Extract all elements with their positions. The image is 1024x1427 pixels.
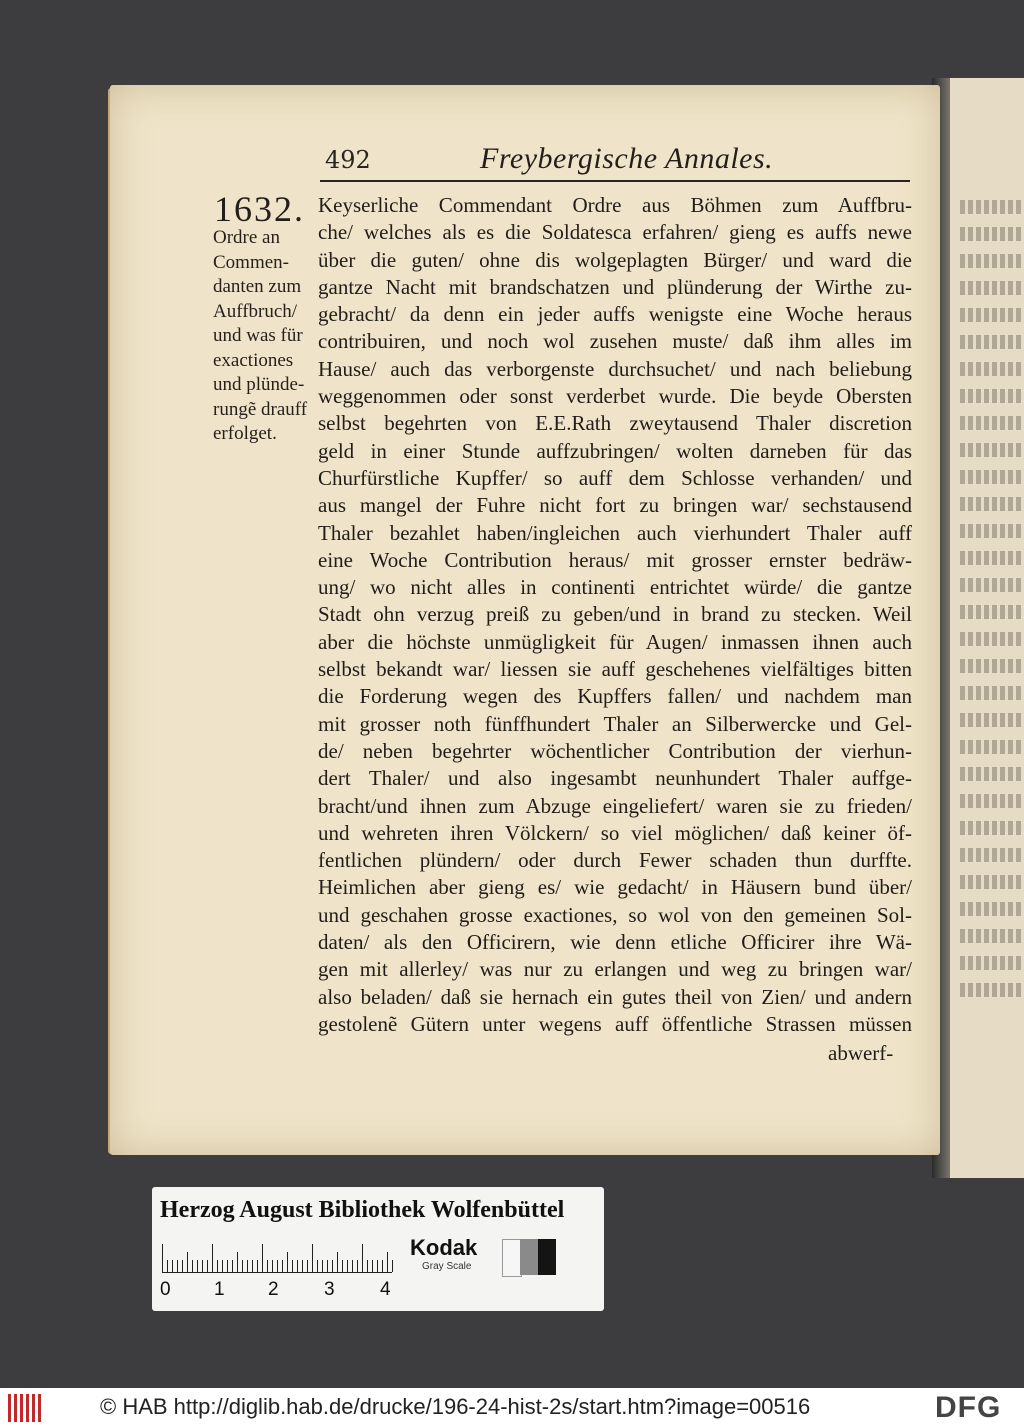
ruler-tick (167, 1260, 168, 1272)
ruler-tick (197, 1260, 198, 1272)
ruler-tick (322, 1260, 323, 1272)
facing-text-line (960, 713, 1024, 727)
facing-text-line (960, 335, 1024, 349)
text-line: gestolenẽ Gütern unter wegens auff öffentliche Strassen müssen (318, 1011, 912, 1036)
color-card (152, 1187, 604, 1311)
ruler-tick (207, 1260, 208, 1272)
margin-note-line: rungẽ drauff (213, 398, 308, 420)
facing-text-line (960, 686, 1024, 700)
dfg-logo: DFG (935, 1391, 1002, 1424)
ruler-number: 0 (160, 1279, 171, 1300)
facing-text-line (960, 875, 1024, 889)
text-line: und wehreten ihren Völckern/ so viel möglichen/ daß keiner öf- (318, 820, 912, 845)
ruler-tick (202, 1260, 203, 1272)
facing-text-line (960, 281, 1024, 295)
facing-text-line (960, 578, 1024, 592)
facing-text-line (960, 632, 1024, 646)
copyright-link[interactable]: © HAB http://diglib.hab.de/drucke/196-24-hist-2s/start.htm?image=00516 (100, 1394, 811, 1419)
ruler-tick (312, 1244, 313, 1272)
ruler-tick (387, 1252, 388, 1272)
text-line: dert Thaler/ und also ingesambt neunhundert Thaler auffge- (318, 766, 912, 791)
ruler-tick (367, 1260, 368, 1272)
margin-note-line: und plünde- (213, 374, 305, 395)
ruler-tick (162, 1244, 163, 1272)
page-number: 492 (325, 146, 371, 174)
ruler-tick (352, 1260, 353, 1272)
margin-note-line: und was für (213, 325, 303, 346)
margin-note (213, 226, 325, 447)
ruler-tick (232, 1260, 233, 1272)
ruler-tick (257, 1260, 258, 1272)
ruler-tick (172, 1260, 173, 1272)
page-header (320, 140, 910, 182)
text-line: mit grosser noth fünffhundert Thaler an Silberwercke und Gel- (318, 711, 912, 736)
ruler-tick (362, 1244, 363, 1272)
ruler-tick (357, 1260, 358, 1272)
text-line: contribuiren, und noch wol zusehen muste/ daß ihm alles im (318, 329, 912, 354)
ruler-tick (347, 1260, 348, 1272)
margin-note-line: Ordre an (213, 227, 280, 248)
text-line: und geschahen grosse exactiones, so wol von den gemeinen Sol- (318, 902, 912, 927)
text-line: fentlichen plündern/ oder durch Fewer schaden thun durffte. (318, 848, 912, 873)
footer-bar (0, 1388, 1024, 1427)
text-line: die Forderung wegen des Kupffers fallen/ und nachdem man (318, 684, 912, 709)
ruler-tick (382, 1260, 383, 1272)
text-line: Churfürstliche Kupffer/ so auff dem Schlosse verhanden/ und (318, 465, 912, 490)
margin-note-line: exactiones (213, 349, 294, 371)
text-line: Stadt ohn verzug preiß zu geben/und in brand zu stecken. Weil (318, 602, 912, 627)
margin-note-line: Auffbruch/ (213, 300, 298, 322)
text-line: gantze Nacht mit brandschatzen und plünderung der Wirthe zu- (318, 274, 912, 299)
text-line: bracht/und ihnen zum Abzuge eingeliefert/ waren sie zu frieden/ (318, 793, 912, 818)
ruler-tick (182, 1260, 183, 1272)
margin-note-line: Commen- (213, 251, 289, 273)
text-line: aus mangel der Fuhre nicht fort zu bringen war/ sechstausend (318, 493, 912, 518)
facing-text-line (960, 227, 1024, 241)
running-title: Freybergische Annales. (480, 142, 774, 175)
gray-swatch-mid (520, 1239, 538, 1275)
text-line: über die guten/ ohne dis wolgeplagten Bürger/ und ward die (318, 247, 912, 272)
facing-text-line (960, 983, 1024, 997)
ruler-tick (342, 1260, 343, 1272)
ruler-tick (297, 1260, 298, 1272)
facing-text-line (960, 200, 1024, 214)
ruler-tick (177, 1260, 178, 1272)
facing-text-line (960, 443, 1024, 457)
text-line: che/ welches als es die Soldatesca erfahren/ gieng es auffs newe (318, 220, 912, 245)
ruler-tick (372, 1260, 373, 1272)
gray-swatch-white (502, 1239, 522, 1277)
facing-text-line (960, 524, 1024, 538)
facing-text-line (960, 740, 1024, 754)
ruler-tick (222, 1260, 223, 1272)
ruler-tick (227, 1260, 228, 1272)
ruler-tick (307, 1260, 308, 1272)
text-line: eine Woche Contribution heraus/ mit grosser ernster bedräw- (318, 547, 912, 572)
ruler-tick (252, 1260, 253, 1272)
facing-text-line (960, 551, 1024, 565)
text-line: daten/ als den Officirern, wie denn etliche Officirer ihre Wä- (318, 930, 912, 955)
ruler-number: 3 (324, 1279, 335, 1300)
facing-page (945, 78, 1024, 1178)
ruler-tick (302, 1260, 303, 1272)
facing-text-line (960, 254, 1024, 268)
facing-text-line (960, 902, 1024, 916)
text-line: Hause/ auch das verborgenste durchsuchet/ und nach beliebung (318, 356, 912, 381)
ruler-tick (292, 1260, 293, 1272)
facing-text-line (960, 389, 1024, 403)
ruler-tick (277, 1260, 278, 1272)
text-line: aber die höchste unmügligkeit für Augen/ inmassen ihnen auch (318, 629, 912, 654)
ruler-tick (192, 1260, 193, 1272)
text-line: gebracht/ da denn ein jeder auffs wenigste eine Woche heraus (318, 302, 912, 327)
margin-note-line: erfolget. (213, 423, 277, 444)
ruler-tick (282, 1260, 283, 1272)
ruler-tick (272, 1260, 273, 1272)
text-line: Keyserliche Commendant Ordre aus Böhmen zum Auffbru- (318, 193, 912, 217)
margin-year: 1632. (214, 189, 305, 229)
facing-text-line (960, 362, 1024, 376)
text-line: Thaler bezahlet haben/ingleichen auch vierhundert Thaler auff (318, 520, 912, 545)
facing-text-line (960, 659, 1024, 673)
ruler-tick (327, 1260, 328, 1272)
ruler-tick (267, 1260, 268, 1272)
text-line: weggenommen oder sonst verderbet wurde. Die beyde Obersten (318, 384, 912, 409)
facing-text-line (960, 929, 1024, 943)
facing-text-line (960, 416, 1024, 430)
catchword: abwerf- (828, 1041, 894, 1065)
ruler-tick (217, 1260, 218, 1272)
ruler-tick (237, 1252, 238, 1272)
ruler-number: 4 (380, 1279, 391, 1300)
ruler-number: 2 (268, 1279, 279, 1300)
ruler-tick (247, 1260, 248, 1272)
text-line: gen mit allerley/ was nur zu erlangen und weg zu bringen war/ (318, 957, 912, 982)
text-line: geld in einer Stunde auffzubringen/ wolten darneben für das (318, 438, 912, 463)
facing-text-line (960, 848, 1024, 862)
facing-text-line (960, 767, 1024, 781)
ruler-tick (377, 1260, 378, 1272)
facing-text-line (960, 497, 1024, 511)
facing-text-line (960, 956, 1024, 970)
hab-logo-icon (8, 1394, 44, 1422)
ruler (162, 1242, 392, 1273)
facing-text-line (960, 470, 1024, 484)
facing-text-line (960, 605, 1024, 619)
ruler-number: 1 (214, 1279, 225, 1300)
text-line: selbst bekandt war/ liessen sie auff geschehenes vielfältiges bitten (318, 657, 912, 682)
ruler-tick (337, 1252, 338, 1272)
ruler-tick (187, 1252, 188, 1272)
ruler-tick (317, 1260, 318, 1272)
facing-text-line (960, 821, 1024, 835)
ruler-tick (287, 1252, 288, 1272)
gray-swatch-black (538, 1239, 556, 1275)
body-text (318, 192, 912, 1038)
text-line: ung/ wo nicht alles in continenti entrichtet würde/ die gantze (318, 575, 912, 600)
kodak-brand: Kodak (410, 1235, 478, 1260)
facing-text-line (960, 794, 1024, 808)
text-line: selbst begehrten von E.E.Rath zweytausend Thaler discretion (318, 411, 912, 436)
margin-note-line: danten zum (213, 276, 302, 297)
ruler-tick (242, 1260, 243, 1272)
text-line: Heimlichen aber gieng es/ wie gedacht/ in Häusern bund über/ (318, 875, 912, 900)
ruler-tick (212, 1244, 213, 1272)
ruler-tick (392, 1260, 393, 1272)
facing-text-line (960, 308, 1024, 322)
card-title: Herzog August Bibliothek Wolfenbüttel (160, 1197, 565, 1223)
text-line: also beladen/ daß sie hernach ein gutes theil von Zien/ und andern (318, 984, 912, 1009)
ruler-tick (332, 1260, 333, 1272)
text-line: de/ neben begehrter wöchentlicher Contribution der vierhun- (318, 738, 912, 763)
ruler-tick (262, 1244, 263, 1272)
kodak-subtitle: Gray Scale (422, 1261, 472, 1272)
